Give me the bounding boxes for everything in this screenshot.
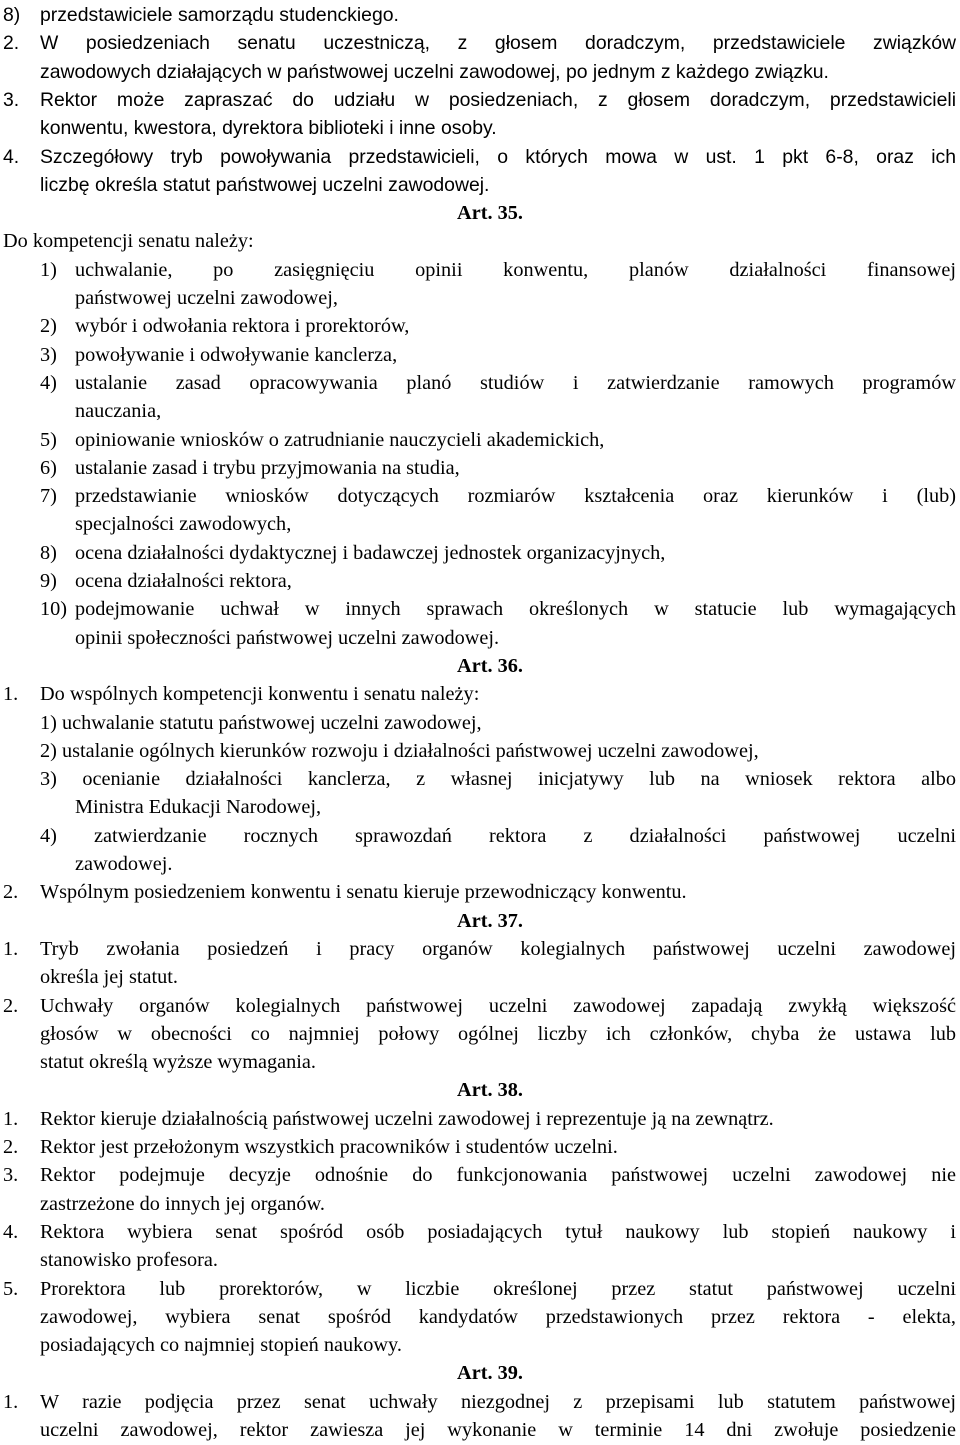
item-text: przedstawianie wniosków dotyczących rozmiarów kształcenia oraz kierunków i (lub)	[75, 485, 956, 508]
paragraph-line	[0, 1132, 960, 1162]
list-item-line	[0, 538, 960, 568]
item-text: opinii społeczności państwowej uczelni zawodowej.	[75, 626, 500, 649]
list-item-line	[0, 255, 960, 285]
list-item-line	[0, 594, 960, 624]
article-heading	[0, 1358, 960, 1388]
article-heading	[0, 651, 960, 681]
line-text: 1) uchwalanie statutu państwowej uczelni zawodowej,	[40, 711, 482, 734]
paragraph-line	[0, 792, 960, 822]
line-text: Szczegółowy tryb powoływania przedstawicieli, o których mowa w ust. 1 pkt 6-8, oraz ich	[40, 145, 956, 168]
line-text: W razie podjęcia przez senat uchwały niezgodnej z przepisami lub statutem państwowej	[40, 1390, 956, 1413]
paragraph-line	[0, 1415, 960, 1445]
line-text: posiadających co najmniej stopień naukowy.	[40, 1334, 402, 1357]
line-text: Wspólnym posiedzeniem konwentu i senatu kieruje przewodniczący konwentu.	[40, 881, 687, 904]
item-text: ustalanie zasad opracowywania planó studiów i zatwierdzanie ramowych programów	[75, 371, 956, 394]
list-item-line	[0, 623, 960, 653]
line-text: Prorektora lub prorektorów, w liczbie określonej przez statut państwowej uczelni	[40, 1277, 956, 1300]
item-number: 8)	[40, 541, 57, 564]
list-item-line	[0, 368, 960, 398]
paragraph-number: 1.	[3, 1390, 19, 1413]
article-title: Art. 36.	[457, 654, 523, 677]
paragraph-line	[0, 708, 960, 738]
line-text: 3) ocenianie działalności kanclerza, z własnej inicjatywy lub na wniosek rektora albo	[40, 768, 956, 791]
line-text: Uchwały organów kolegialnych państwowej uczelni zawodowej zapadają zwykłą większość	[40, 994, 956, 1017]
list-item-line	[0, 396, 960, 426]
item-text: ustalanie zasad i trybu przyjmowania na studia,	[75, 456, 460, 479]
line-text: liczbę określa statut państwowej uczelni zawodowej.	[40, 173, 490, 196]
item-number: 9)	[40, 570, 57, 592]
line-text: zawodowej, wybiera senat spośród kandydatów przedstawionych przez rektora - elekta,	[40, 1305, 956, 1328]
line-text: zawodowych działających w państwowej uczelni zawodowej, po jednym z każdego związku.	[40, 60, 829, 83]
article-heading	[0, 1075, 960, 1105]
line-text: zawodowej.	[75, 853, 173, 875]
paragraph-number: 1.	[3, 683, 19, 706]
line-text: konwentu, kwestora, dyrektora biblioteki i inne osoby.	[40, 117, 497, 140]
item-text: powoływanie i odwoływanie kanclerza,	[75, 343, 398, 366]
article-title: Art. 39.	[457, 1362, 523, 1385]
paragraph-number: 3.	[3, 88, 20, 111]
item-text: ocena działalności rektora,	[75, 570, 292, 592]
line-text: przedstawiciele samorządu studenckiego.	[40, 4, 399, 26]
paragraph-line	[0, 85, 960, 115]
paragraph-line	[0, 736, 960, 766]
paragraph-number: 4.	[3, 145, 20, 168]
paragraph-line	[0, 57, 960, 87]
line-text: Rektora wybiera senat spośród osób posiadających tytuł naukowy lub stopień naukowy i	[40, 1220, 956, 1243]
paragraph-line	[0, 962, 960, 992]
line-text: W posiedzeniach senatu uczestniczą, z głosem doradczym, przedstawiciele związków	[40, 32, 956, 55]
article-title: Art. 37.	[457, 909, 523, 932]
item-text: ocena działalności dydaktycznej i badawczej jednostek organizacyjnych,	[75, 541, 666, 564]
paragraph-line	[0, 991, 960, 1021]
list-item-line	[0, 340, 960, 370]
paragraph-line	[0, 1047, 960, 1077]
paragraph-line	[0, 1217, 960, 1247]
paragraph-number: 3.	[3, 1164, 19, 1187]
line-text: uczelni zawodowej, rektor zawiesza jej wykonanie w terminie 14 dni zwołuje posiedzenie	[40, 1419, 956, 1441]
item-number: 10)	[40, 598, 68, 621]
paragraph-line	[0, 142, 960, 172]
item-number: 4)	[40, 371, 57, 394]
paragraph-number: 4.	[3, 1220, 19, 1243]
paragraph-number: 2.	[3, 32, 20, 55]
line-text: określa jej statut.	[40, 966, 178, 989]
line-text: Do wspólnych kompetencji konwentu i senatu należy:	[40, 683, 480, 706]
paragraph-number: 2.	[3, 881, 19, 904]
paragraph-line	[0, 849, 960, 879]
paragraph-line	[0, 113, 960, 143]
list-item-line	[0, 509, 960, 539]
line-text: Tryb zwołania posiedzeń i pracy organów kolegialnych państwowej uczelni zawodowej	[40, 937, 956, 960]
paragraph-number: 8)	[3, 4, 21, 26]
item-text: specjalności zawodowych,	[75, 513, 292, 536]
line-text: Rektor może zapraszać do udziału w posiedzeniach, z głosem doradczym, przedstawicieli	[40, 88, 956, 111]
line-text: statut określą wyższe wymagania.	[40, 1051, 316, 1074]
list-item-line	[0, 566, 960, 596]
paragraph-line	[0, 821, 960, 851]
list-item-line	[0, 425, 960, 455]
item-number: 7)	[40, 485, 57, 508]
item-text: podejmowanie uchwał w innych sprawach określonych w statucie lub wymagających	[75, 598, 956, 621]
paragraph-line	[0, 1104, 960, 1134]
article-heading	[0, 906, 960, 936]
paragraph-line	[0, 1302, 960, 1332]
paragraph-line	[0, 1330, 960, 1360]
list-item-line	[0, 283, 960, 313]
paragraph-number: 1.	[3, 937, 19, 960]
item-number: 6)	[40, 456, 57, 479]
line-text: zastrzeżone do innych jej organów.	[40, 1192, 325, 1215]
paragraph-line	[0, 1189, 960, 1219]
paragraph-line	[0, 1019, 960, 1049]
item-text: opiniowanie wniosków o zatrudnianie nauczycieli akademickich,	[75, 428, 605, 451]
item-text: państwowej uczelni zawodowej,	[75, 287, 339, 309]
paragraph-line	[0, 877, 960, 907]
list-item-line	[0, 453, 960, 483]
line-text: 2) ustalanie ogólnych kierunków rozwoju i działalności państwowej uczelni zawodowej,	[40, 739, 759, 762]
line-text: Do kompetencji senatu należy:	[3, 230, 254, 253]
paragraph-line	[0, 1274, 960, 1304]
intro-line	[0, 226, 960, 256]
line-text: Rektor jest przełożonym wszystkich pracowników i studentów uczelni.	[40, 1136, 618, 1158]
paragraph-number: 2.	[3, 994, 19, 1017]
paragraph-number: 5.	[3, 1277, 19, 1300]
paragraph-line	[0, 28, 960, 58]
item-text: wybór i odwołania rektora i prorektorów,	[75, 315, 410, 338]
line-text: Rektor podejmuje decyzje odnośnie do funkcjonowania państwowej uczelni zawodowej nie	[40, 1164, 956, 1187]
paragraph-line	[0, 934, 960, 964]
list-item-line	[0, 311, 960, 341]
paragraph-number: 2.	[3, 1136, 19, 1158]
paragraph-line	[0, 1160, 960, 1190]
line-text: głosów w obecności co najmniej połowy ogólnej liczby ich członków, chyba że ustawa lub	[40, 1022, 956, 1045]
article-title: Art. 38.	[457, 1079, 523, 1102]
line-text: stanowisko profesora.	[40, 1249, 218, 1272]
article-title: Art. 35.	[457, 202, 523, 225]
item-number: 3)	[40, 343, 57, 366]
paragraph-line	[0, 1245, 960, 1275]
paragraph-line	[0, 170, 960, 200]
item-text: nauczania,	[75, 400, 162, 423]
item-number: 5)	[40, 428, 57, 451]
paragraph-line	[0, 0, 960, 30]
list-item-line	[0, 481, 960, 511]
paragraph-number: 1.	[3, 1107, 19, 1130]
paragraph-line	[0, 679, 960, 709]
article-heading	[0, 198, 960, 228]
line-text: Rektor kieruje działalnością państwowej uczelni zawodowej i reprezentuje ją na zewnątrz.	[40, 1107, 774, 1130]
paragraph-line	[0, 764, 960, 794]
line-text: Ministra Edukacji Narodowej,	[75, 796, 322, 819]
line-text: 4) zatwierdzanie rocznych sprawozdań rektora z działalności państwowej uczelni	[40, 824, 956, 847]
item-number: 2)	[40, 315, 57, 338]
item-text: uchwalanie, po zasięgnięciu opinii konwentu, planów działalności finansowej	[75, 258, 956, 281]
item-number: 1)	[40, 258, 57, 281]
paragraph-line	[0, 1387, 960, 1417]
